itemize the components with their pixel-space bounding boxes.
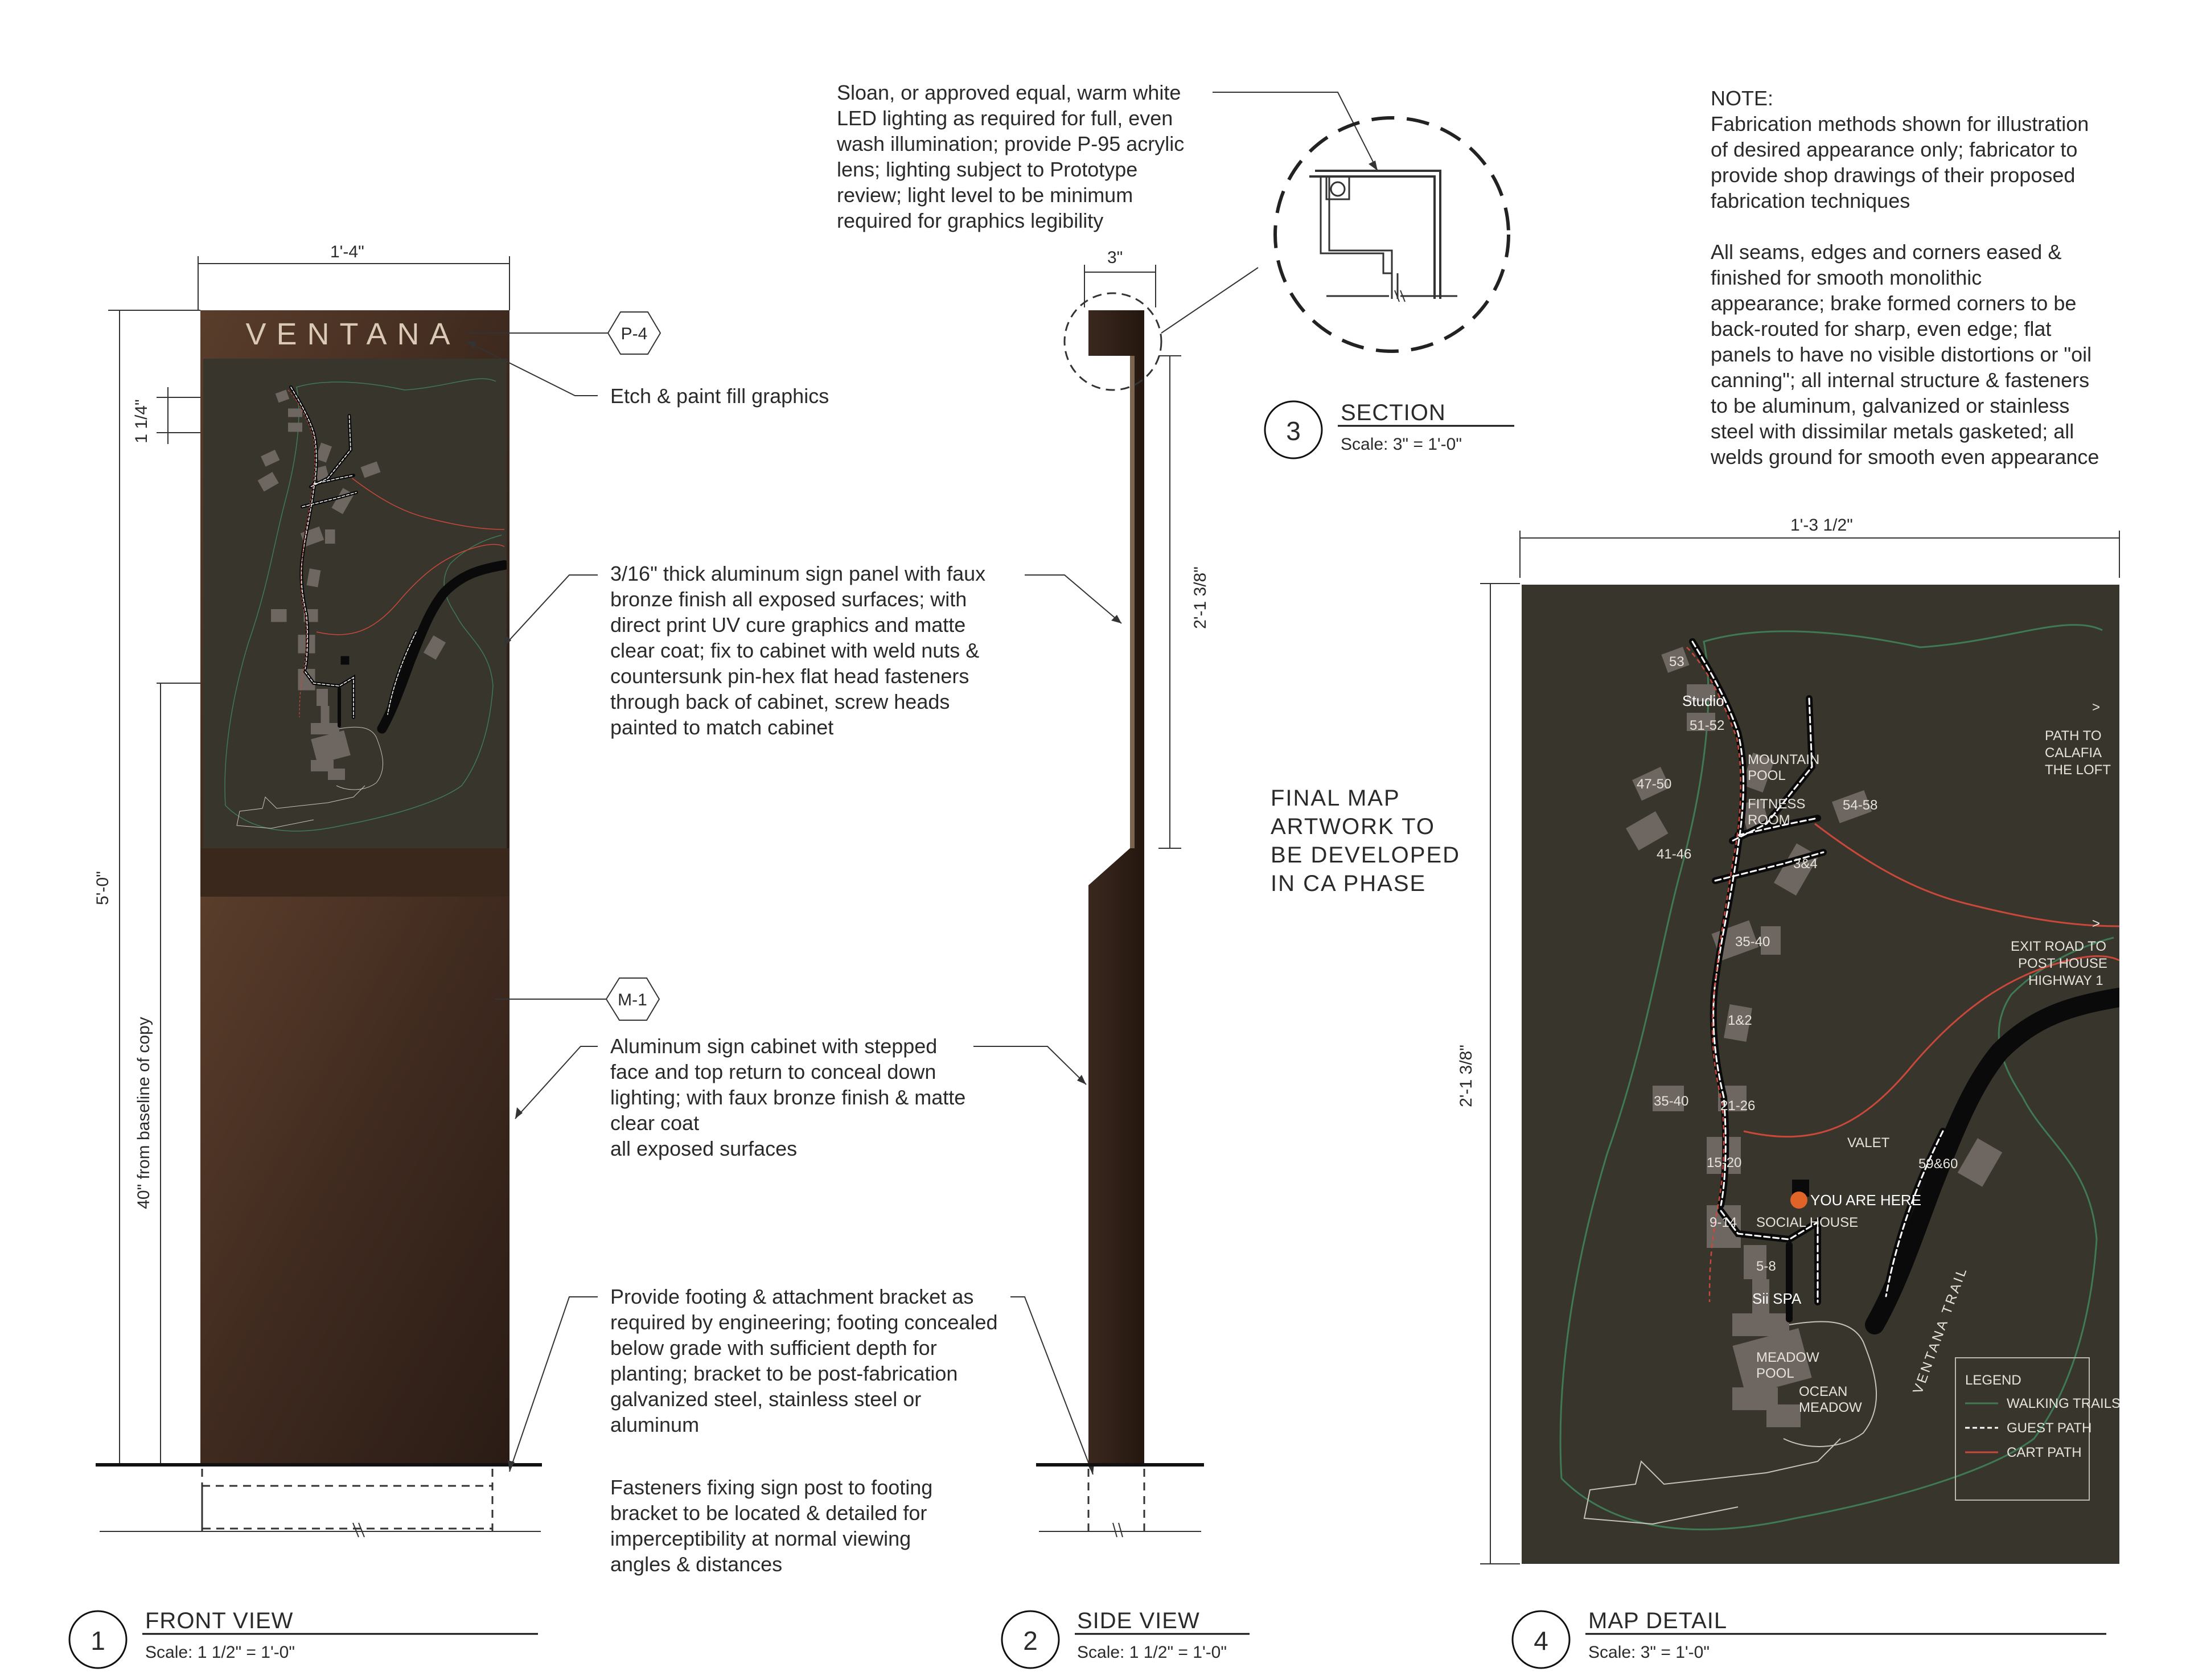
note-line: finished for smooth monolithic — [1711, 266, 1982, 289]
map-label: POOL — [1756, 1366, 1794, 1381]
callout-final-map — [1271, 786, 1460, 896]
map-label: ROOM — [1748, 812, 1790, 828]
note-line: appearance; brake formed corners to be — [1711, 291, 2077, 315]
map-label: THE LOFT — [2045, 762, 2111, 778]
side-depth-dimension: 3" — [1107, 248, 1123, 267]
map-label: 21-26 — [1720, 1098, 1756, 1114]
fasteners-line: imperceptibility at normal viewing — [610, 1527, 911, 1550]
front-width-dimension: 1'-4" — [330, 243, 364, 261]
footing-line: planting; bracket to be post-fabrication — [610, 1362, 958, 1385]
footing-line: galvanized steel, stainless steel or — [610, 1387, 922, 1411]
note-line: All seams, edges and corners eased & — [1711, 240, 2062, 264]
lighting-line: wash illumination; provide P-95 acrylic — [837, 132, 1185, 155]
callout-arrowheads — [467, 161, 1378, 1474]
map-label: MEADOW — [1799, 1400, 1862, 1415]
map-label: 47-50 — [1637, 777, 1672, 792]
footing-line: aluminum — [610, 1413, 700, 1436]
panel-line: 3/16" thick aluminum sign panel with faux — [610, 562, 986, 585]
callout-etch: Etch & paint fill graphics — [610, 384, 829, 408]
note-line: canning"; all internal structure & fasteners — [1711, 368, 2090, 392]
map-label: CALAFIA — [2045, 745, 2102, 761]
map-label: MOUNTAIN — [1748, 752, 1820, 767]
note-line: welds ground for smooth even appearance — [1711, 445, 2099, 469]
side-view — [1002, 248, 1250, 1668]
fasteners-line: Fasteners fixing sign post to footing — [610, 1476, 933, 1499]
side-view-number: 2 — [1023, 1626, 1038, 1656]
map-label: OCEAN — [1799, 1384, 1848, 1399]
map-label: FITNESS — [1748, 796, 1806, 812]
callout-leaders — [467, 92, 1378, 1474]
general-note — [1710, 87, 2099, 469]
side-view-scale: Scale: 1 1/2" = 1'-0" — [1077, 1643, 1227, 1662]
map-label: 3&4 — [1793, 856, 1818, 872]
baseline-dimension: 40" from baseline of copy — [134, 1017, 153, 1209]
map-label: 59&60 — [1918, 1156, 1958, 1172]
panel-line: bronze finish all exposed surfaces; with — [610, 588, 967, 611]
final-map-line: IN CA PHASE — [1271, 871, 1427, 896]
front-height-dimension: 5'-0" — [93, 871, 112, 905]
legend-item: WALKING TRAILS — [2007, 1396, 2121, 1411]
panel-line: through back of cabinet, screw heads — [610, 690, 950, 713]
note-line: back-routed for sharp, even edge; flat — [1711, 317, 2052, 340]
map-label: Studio — [1682, 692, 1724, 709]
map-detail-number: 4 — [1534, 1626, 1548, 1656]
map-artwork — [1522, 585, 2119, 1564]
footing-line: required by engineering; footing concealed — [610, 1311, 998, 1334]
lighting-line: LED lighting as required for full, even — [837, 106, 1173, 130]
map-label: 35-40 — [1735, 934, 1770, 950]
tag-m1: M-1 — [618, 991, 647, 1009]
map-detail — [1457, 516, 2121, 1668]
callout-footing — [610, 1285, 997, 1436]
note-heading: NOTE: — [1711, 87, 1774, 110]
map-label: YOU ARE HERE — [1810, 1192, 1922, 1209]
map-label: VENTANA TRAIL — [1910, 1264, 1971, 1396]
fasteners-line: bracket to be located & detailed for — [610, 1501, 927, 1525]
sign-cabinet — [200, 897, 509, 1463]
map-label: 15-20 — [1707, 1155, 1742, 1170]
map-label: VALET — [1847, 1135, 1890, 1151]
map-label: 1&2 — [1728, 1013, 1752, 1028]
footing-line: Provide footing & attachment bracket as — [610, 1285, 974, 1308]
cabinet-line: face and top return to conceal down — [610, 1060, 936, 1083]
cabinet-line: Aluminum sign cabinet with stepped — [610, 1034, 938, 1058]
footing-line: below grade with sufficient depth for — [610, 1336, 937, 1359]
panel-line: direct print UV cure graphics and matte — [610, 613, 966, 636]
map-label: SOCIAL HOUSE — [1756, 1215, 1859, 1230]
legend-title: LEGEND — [1965, 1373, 2021, 1388]
top-dimension: 1 1/4" — [132, 399, 151, 443]
front-view-title: FRONT VIEW — [145, 1608, 294, 1633]
map-arrow: > — [2092, 916, 2101, 931]
final-map-line: BE DEVELOPED — [1271, 843, 1461, 868]
map-height-dimension: 2'-1 3/8" — [1457, 1045, 1476, 1107]
section-number: 3 — [1286, 416, 1301, 446]
final-map-line: ARTWORK TO — [1271, 814, 1435, 839]
section-detail — [1265, 118, 1514, 458]
legend-item: GUEST PATH — [2007, 1420, 2092, 1436]
map-label: POST HOUSE — [2018, 956, 2107, 971]
map-label: 35-40 — [1654, 1094, 1689, 1109]
panel-line: clear coat; fix to cabinet with weld nuts & — [610, 639, 980, 662]
map-label: 5-8 — [1756, 1259, 1776, 1274]
legend-item: CART PATH — [2007, 1445, 2082, 1460]
lighting-line: required for graphics legibility — [837, 209, 1104, 232]
lighting-line: Sloan, or approved equal, warm white — [837, 81, 1181, 104]
map-detail-scale: Scale: 3" = 1'-0" — [1588, 1643, 1710, 1662]
panel-line: painted to match cabinet — [610, 716, 834, 739]
cabinet-line: all exposed surfaces — [610, 1137, 798, 1160]
map-label: 53 — [1669, 654, 1684, 669]
note-line: of desired appearance only; fabricator to — [1711, 138, 2078, 161]
map-label: HIGHWAY 1 — [2028, 973, 2103, 988]
panel-line: countersunk pin-hex flat head fasteners — [610, 664, 969, 688]
map-label: PATH TO — [2045, 728, 2102, 744]
map-label: 51-52 — [1690, 718, 1725, 733]
front-view-scale: Scale: 1 1/2" = 1'-0" — [145, 1643, 295, 1662]
map-label: POOL — [1748, 768, 1786, 783]
note-line: panels to have no visible distortions or "oil — [1711, 343, 2092, 366]
callout-cabinet — [610, 1034, 965, 1160]
map-label: 41-46 — [1657, 847, 1692, 862]
front-view — [69, 243, 660, 1668]
callout-panel — [610, 562, 985, 739]
side-panel-dimension: 2'-1 3/8" — [1191, 566, 1210, 629]
note-line: Fabrication methods shown for illustration — [1711, 112, 2089, 135]
note-line: provide shop drawings of their proposed — [1711, 163, 2076, 187]
side-view-title: SIDE VIEW — [1077, 1608, 1200, 1633]
callout-fasteners — [610, 1476, 932, 1576]
map-width-dimension: 1'-3 1/2" — [1790, 516, 1853, 535]
fasteners-line: angles & distances — [610, 1552, 783, 1576]
callout-lighting — [836, 81, 1184, 232]
lighting-line: lens; lighting subject to Prototype — [837, 158, 1138, 181]
lighting-line: review; light level to be minimum — [837, 183, 1133, 207]
map-label: 54-58 — [1843, 798, 1878, 813]
cabinet-line: lighting; with faux bronze finish & matte — [610, 1086, 966, 1109]
map-label: Sii SPA — [1752, 1290, 1802, 1307]
note-line: fabrication techniques — [1711, 189, 1910, 212]
tag-p4: P-4 — [621, 325, 648, 343]
map-label: MEADOW — [1756, 1350, 1819, 1365]
section-title: SECTION — [1341, 400, 1446, 425]
you-are-here-marker — [1790, 1192, 1807, 1209]
map-label: EXIT ROAD TO — [2011, 939, 2107, 954]
cabinet-line: clear coat — [610, 1111, 700, 1135]
section-scale: Scale: 3" = 1'-0" — [1341, 435, 1462, 454]
side-profile — [1088, 310, 1144, 1465]
note-line: steel with dissimilar metals gasketed; all — [1711, 420, 2074, 443]
map-detail-title: MAP DETAIL — [1588, 1608, 1728, 1633]
final-map-line: FINAL MAP — [1271, 786, 1400, 811]
front-view-number: 1 — [91, 1626, 105, 1656]
map-arrow: > — [2092, 700, 2101, 715]
note-line: to be aluminum, galvanized or stainless — [1711, 394, 2070, 417]
brand-wordmark: VENTANA — [245, 317, 461, 351]
map-label: 9-14 — [1710, 1215, 1737, 1230]
